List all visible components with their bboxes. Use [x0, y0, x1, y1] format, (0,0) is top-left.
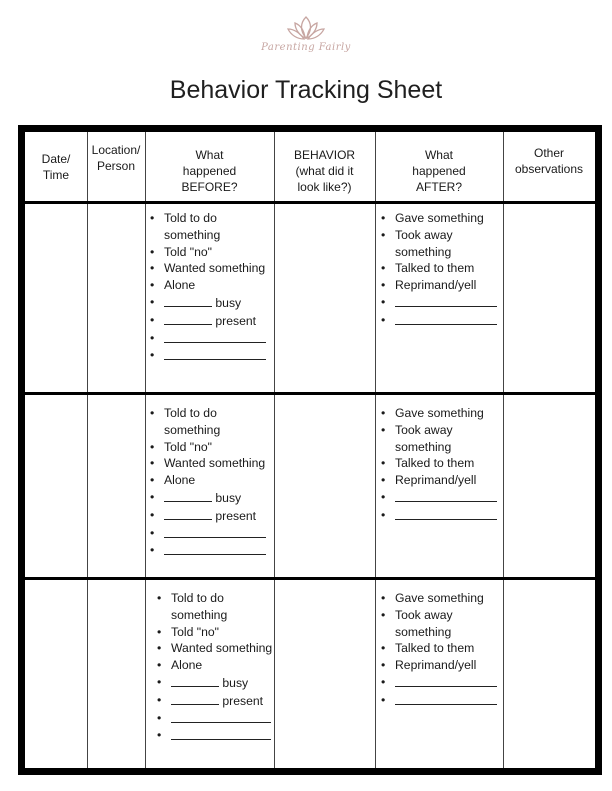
- list-item: • Took away something: [379, 607, 501, 641]
- header-line: happened: [182, 164, 237, 178]
- list-item: • Reprimand/yell: [379, 277, 501, 294]
- list-item: • Told "no": [148, 439, 272, 456]
- list-item: [148, 542, 272, 560]
- column-divider: [503, 132, 504, 768]
- column-divider: [87, 132, 88, 768]
- list-item: [155, 674, 273, 692]
- list-item: [155, 692, 273, 710]
- header-after: [375, 132, 503, 202]
- blank-line: [164, 312, 212, 325]
- lotus-icon: [284, 14, 328, 44]
- list-item: [379, 507, 501, 525]
- list-item: • Reprimand/yell: [379, 472, 501, 489]
- header-line: Other: [533, 146, 564, 160]
- list-item: • Wanted something: [155, 640, 273, 657]
- header-line: BEHAVIOR: [293, 148, 356, 162]
- header-line: What: [195, 148, 224, 162]
- blank-line: [171, 727, 271, 740]
- header-before: [145, 132, 274, 202]
- row-divider: [25, 392, 595, 395]
- header-location-person: [87, 132, 145, 202]
- blank-line: [164, 294, 212, 307]
- header-line: Person: [96, 159, 135, 173]
- list-item: • Told to do something: [155, 590, 273, 624]
- list-item: • Told to do something: [148, 405, 272, 439]
- before-checklist: [148, 210, 272, 365]
- header-line: happened: [412, 164, 466, 178]
- row-divider: [25, 577, 595, 580]
- blank-line: [164, 347, 266, 360]
- list-item: [379, 674, 501, 692]
- list-item: • Talked to them: [379, 260, 501, 277]
- column-divider: [274, 132, 275, 768]
- list-item: [148, 525, 272, 543]
- blank-line: [395, 674, 497, 687]
- item-label: present: [215, 508, 257, 523]
- brand-logo: [0, 14, 612, 60]
- header-line: (what did it: [295, 164, 354, 178]
- after-checklist: [379, 210, 501, 330]
- header-line: What: [424, 148, 453, 162]
- tracking-table: [18, 125, 602, 775]
- blank-line: [171, 674, 219, 687]
- list-item: • Reprimand/yell: [379, 657, 501, 674]
- blank-line: [395, 489, 497, 502]
- header-line: Time: [42, 168, 70, 182]
- blank-line: [171, 692, 219, 705]
- header-line: Location/: [91, 143, 141, 157]
- list-item: • Gave something: [379, 210, 501, 227]
- blank-line: [395, 692, 497, 705]
- list-item: • Told to do something: [148, 210, 272, 244]
- item-label: present: [215, 313, 257, 328]
- header-line: AFTER?: [415, 180, 462, 194]
- header-line: BEFORE?: [181, 180, 238, 194]
- list-item: [148, 294, 272, 312]
- list-item: • Alone: [148, 277, 272, 294]
- page-title: Behavior Tracking Sheet: [169, 76, 443, 104]
- header-line: look like?): [297, 180, 352, 194]
- list-item: • Told "no": [148, 244, 272, 261]
- blank-line: [395, 294, 497, 307]
- list-item: [155, 710, 273, 728]
- blank-line: [164, 507, 212, 520]
- item-label: busy: [215, 295, 242, 310]
- header-line: Date/: [41, 152, 71, 166]
- blank-line: [164, 489, 212, 502]
- blank-line: [164, 525, 266, 538]
- blank-line: [171, 710, 271, 723]
- list-item: • Wanted something: [148, 455, 272, 472]
- list-item: • Gave something: [379, 405, 501, 422]
- list-item: • Took away something: [379, 422, 501, 456]
- list-item: [379, 312, 501, 330]
- blank-line: [395, 507, 497, 520]
- column-divider: [145, 132, 146, 768]
- list-item: • Wanted something: [148, 260, 272, 277]
- table-grid: [25, 132, 595, 768]
- brand-name: Parenting Fairly: [261, 42, 351, 53]
- item-label: busy: [222, 675, 249, 690]
- before-checklist: [155, 590, 273, 745]
- list-item: • Talked to them: [379, 455, 501, 472]
- list-item: [148, 347, 272, 365]
- list-item: [148, 312, 272, 330]
- header-behavior: [274, 132, 375, 202]
- list-item: • Alone: [148, 472, 272, 489]
- item-label: present: [222, 693, 264, 708]
- after-checklist: [379, 590, 501, 710]
- list-item: • Took away something: [379, 227, 501, 261]
- list-item: [379, 294, 501, 312]
- before-checklist: [148, 405, 272, 560]
- list-item: • Talked to them: [379, 640, 501, 657]
- item-label: busy: [215, 490, 242, 505]
- after-checklist: [379, 405, 501, 525]
- blank-line: [164, 542, 266, 555]
- blank-line: [395, 312, 497, 325]
- list-item: • Alone: [155, 657, 273, 674]
- header-other-observations: [503, 132, 595, 202]
- header-line: observations: [514, 162, 584, 176]
- list-item: • Told "no": [155, 624, 273, 641]
- list-item: [379, 489, 501, 507]
- blank-line: [164, 330, 266, 343]
- list-item: • Gave something: [379, 590, 501, 607]
- column-divider: [375, 132, 376, 768]
- list-item: [155, 727, 273, 745]
- list-item: [148, 330, 272, 348]
- header-date-time: [25, 132, 87, 202]
- list-item: [148, 507, 272, 525]
- list-item: [148, 489, 272, 507]
- list-item: [379, 692, 501, 710]
